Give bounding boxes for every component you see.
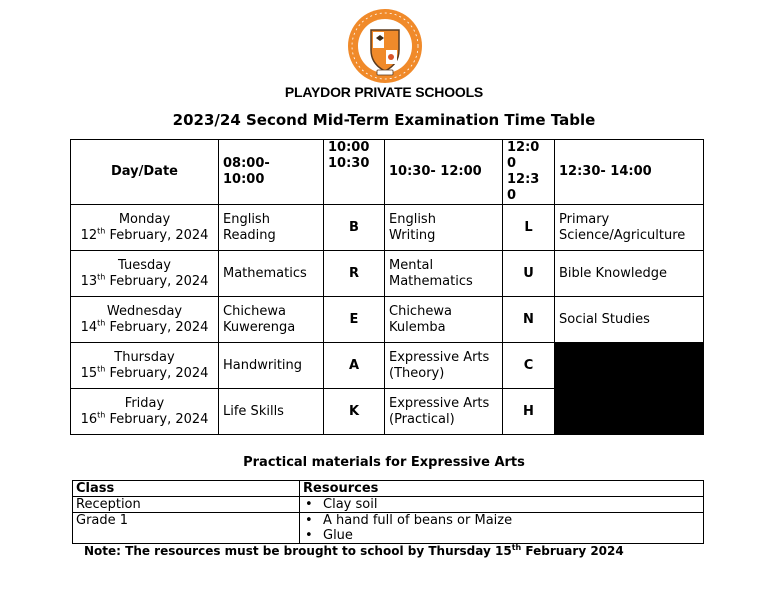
timetable-header-row bbox=[71, 140, 704, 205]
header-lunch: 12:0 0 12:3 0 bbox=[503, 140, 555, 205]
table-row bbox=[73, 497, 704, 513]
date-rest: February, 2024 bbox=[105, 411, 209, 427]
day-date-cell bbox=[71, 297, 219, 343]
slot-1-subject: Chichewa Kuwerenga bbox=[219, 297, 324, 343]
exam-timetable bbox=[70, 139, 704, 435]
date-number: 12 bbox=[80, 227, 98, 243]
break-letter: A bbox=[324, 343, 385, 389]
date-number: 16 bbox=[80, 411, 98, 427]
date-rest: February, 2024 bbox=[105, 273, 209, 289]
slot-2-subject: English Writing bbox=[385, 205, 503, 251]
materials-table bbox=[72, 480, 704, 544]
lunch-letter: C bbox=[503, 343, 555, 389]
materials-heading: Practical materials for Expressive Arts bbox=[243, 455, 525, 470]
resource-item: • A hand full of beans or Maize bbox=[303, 513, 700, 528]
blocked-cell bbox=[555, 343, 704, 435]
day-name: Friday bbox=[124, 395, 165, 411]
slot-1-subject: Life Skills bbox=[219, 389, 324, 435]
date-suffix: th bbox=[97, 272, 106, 282]
school-name: PLAYDOR PRIVATE SCHOOLS bbox=[284, 84, 484, 100]
note-main: Note: The resources must be brought to school by Thursday 15 bbox=[84, 544, 512, 558]
materials-header-row bbox=[73, 481, 704, 497]
date-rest: February, 2024 bbox=[105, 227, 209, 243]
slot-2-subject: Chichewa Kulemba bbox=[385, 297, 503, 343]
resource-list bbox=[300, 513, 704, 544]
slot-2-subject: Expressive Arts (Practical) bbox=[385, 389, 503, 435]
day-name: Monday bbox=[118, 211, 171, 227]
day-date-cell bbox=[71, 251, 219, 297]
date-rest: February, 2024 bbox=[105, 365, 209, 381]
slot-1-subject: Handwriting bbox=[219, 343, 324, 389]
class-name: Grade 1 bbox=[73, 513, 300, 544]
date-number: 15 bbox=[80, 365, 98, 381]
resource-item: • Clay soil bbox=[303, 497, 700, 512]
table-row bbox=[71, 205, 704, 251]
table-row bbox=[71, 343, 704, 389]
resource-list bbox=[300, 497, 704, 513]
table-row bbox=[73, 513, 704, 544]
date-suffix: th bbox=[97, 226, 106, 236]
lunch-letter: H bbox=[503, 389, 555, 435]
date-rest: February, 2024 bbox=[105, 319, 209, 335]
slot-1-subject: Mathematics bbox=[219, 251, 324, 297]
day-date-cell bbox=[71, 343, 219, 389]
date-suffix: th bbox=[97, 364, 106, 374]
date-suffix: th bbox=[97, 318, 106, 328]
slot-3-subject: Bible Knowledge bbox=[555, 251, 704, 297]
header-slot-1: 08:00- 10:00 bbox=[219, 140, 324, 205]
break-letter: E bbox=[324, 297, 385, 343]
day-date-cell bbox=[71, 205, 219, 251]
slot-2-subject: Expressive Arts (Theory) bbox=[385, 343, 503, 389]
day-name: Thursday bbox=[114, 349, 175, 365]
day-name: Tuesday bbox=[118, 257, 171, 273]
break-letter: R bbox=[324, 251, 385, 297]
lunch-letter: U bbox=[503, 251, 555, 297]
class-name: Reception bbox=[73, 497, 300, 513]
slot-1-subject: English Reading bbox=[219, 205, 324, 251]
header-slot-3: 12:30- 14:00 bbox=[555, 140, 704, 205]
day-date-cell bbox=[71, 389, 219, 435]
slot-2-subject: Mental Mathematics bbox=[385, 251, 503, 297]
table-row bbox=[71, 251, 704, 297]
header-resources: Resources bbox=[300, 481, 704, 497]
header-slot-2: 10:30- 12:00 bbox=[385, 140, 503, 205]
school-logo bbox=[347, 8, 423, 84]
lunch-letter: N bbox=[503, 297, 555, 343]
header-break: 10:00 10:30 bbox=[324, 140, 385, 205]
date-number: 14 bbox=[80, 319, 98, 335]
day-name: Wednesday bbox=[106, 303, 183, 319]
note-rest: February 2024 bbox=[521, 544, 624, 558]
page-title: 2023/24 Second Mid-Term Examination Time Table bbox=[172, 111, 596, 129]
resource-item: • Glue bbox=[303, 528, 700, 543]
header-day-date: Day/Date bbox=[71, 140, 219, 205]
slot-3-subject: Primary Science/Agriculture bbox=[555, 205, 704, 251]
date-number: 13 bbox=[80, 273, 98, 289]
table-row bbox=[71, 297, 704, 343]
break-letter: K bbox=[324, 389, 385, 435]
note-text bbox=[84, 544, 624, 558]
lunch-letter: L bbox=[503, 205, 555, 251]
header-class: Class bbox=[73, 481, 300, 497]
break-letter: B bbox=[324, 205, 385, 251]
date-suffix: th bbox=[97, 410, 106, 420]
slot-3-subject: Social Studies bbox=[555, 297, 704, 343]
note-suffix: th bbox=[511, 543, 522, 552]
